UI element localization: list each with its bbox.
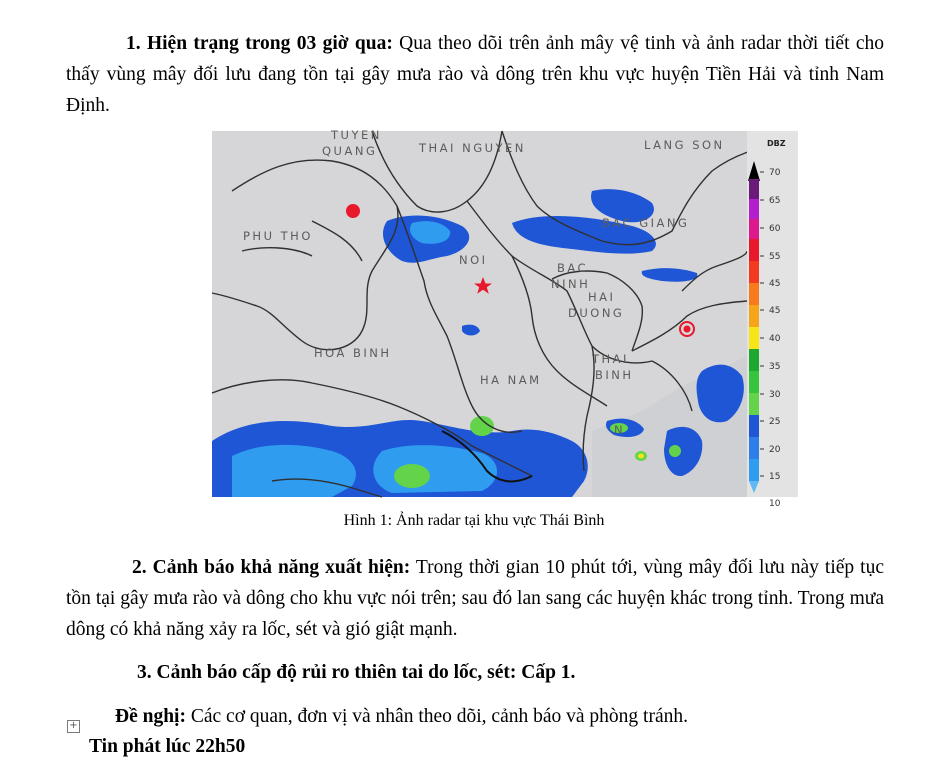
- warning-heading: 2. Cảnh báo khả năng xuất hiện:: [132, 557, 411, 578]
- label-lang-son: LANG SON: [644, 138, 725, 152]
- label-thai-nguyen: THAI NGUYEN: [419, 141, 526, 155]
- legend-tick-30: 30: [769, 390, 781, 400]
- legend-tick-70: 70: [769, 168, 781, 178]
- label-bac-giang: BAC GIANG: [602, 216, 690, 230]
- move-anchor-icon[interactable]: +: [67, 720, 80, 733]
- legend-tick-45a: 45: [769, 279, 781, 289]
- label-ha-nam: HA NAM: [480, 373, 542, 387]
- current-status-heading: 1. Hiện trạng trong 03 giờ qua:: [126, 33, 393, 54]
- recommendation-heading: Đề nghị:: [115, 706, 186, 727]
- recommendation-text: Các cơ quan, đơn vị và nhân theo dõi, cảnh báo và phòng tránh.: [185, 706, 688, 727]
- label-thai-binh-1: THAI: [592, 352, 629, 366]
- label-tuyen-quang-1: TUYEN: [331, 128, 382, 142]
- legend-tick-45b: 45: [769, 306, 781, 316]
- legend-tick-15: 15: [769, 472, 781, 482]
- rain-cell-south-inner-2: [373, 445, 497, 493]
- storm-marker-west: [346, 204, 360, 218]
- label-hoa-binh: HOA BINH: [314, 346, 392, 360]
- legend-unit: DBZ: [767, 139, 786, 148]
- radar-image: [212, 128, 798, 509]
- legend-tick-35: 35: [769, 362, 781, 372]
- yellow-core: [638, 454, 644, 459]
- legend-tick-55: 55: [769, 252, 781, 262]
- storm-marker-east-core: [684, 326, 691, 333]
- risk-level-line: 3. Cảnh báo cấp độ rủi ro thiên tai do lốc, sét: Cấp 1.: [137, 662, 576, 683]
- legend-tick-10: 10: [769, 499, 781, 509]
- legend-tick-40: 40: [769, 334, 781, 344]
- label-phu-tho: PHU THO: [243, 229, 313, 243]
- green-core-2: [394, 464, 430, 488]
- dbz-legend: [747, 131, 798, 509]
- recommendation-paragraph: [115, 701, 895, 732]
- legend-tick-60: 60: [769, 224, 781, 234]
- legend-tick-25: 25: [769, 417, 781, 427]
- warning-text: Trong thời gian 10 phút tới, vùng mây đối lưu này tiếp tục tồn tại gây mưa rào và dông cho khu vực nói trên; sau đó lan sang các huyện khác trong tỉnh. Trong mưa dông có khả năng xảy ra lốc, sét và gió giật mạnh.: [66, 557, 884, 640]
- label-bac-ninh-1: BAC: [557, 261, 589, 275]
- label-bac-ninh-2: NINH: [551, 277, 591, 291]
- issued-time: Tin phát lúc 22h50: [89, 736, 246, 757]
- current-status-paragraph: [66, 28, 884, 121]
- label-hai-duong-2: DUONG: [568, 306, 625, 320]
- label-nam-dinh: N: [614, 423, 626, 437]
- legend-tick-20: 20: [769, 445, 781, 455]
- green-core-4: [669, 445, 681, 457]
- label-tuyen-quang-2: QUANG: [322, 144, 378, 158]
- label-ha-noi: NOI: [459, 253, 488, 267]
- legend-color-bar: [748, 161, 760, 493]
- current-status-text: Qua theo dõi trên ảnh mây vệ tinh và ảnh radar thời tiết cho thấy vùng mây đối lưu đang tồn tại gây mưa rào và dông trên khu vực huyện Tiền Hải và tỉnh Nam Định.: [66, 33, 884, 116]
- label-hai-duong-1: HAI: [588, 290, 616, 304]
- warning-paragraph: [66, 552, 884, 645]
- figure-caption: Hình 1: Ảnh radar tại khu vực Thái Bình: [343, 512, 605, 529]
- label-thai-binh-2: BINH: [595, 368, 634, 382]
- legend-tick-65: 65: [769, 196, 781, 206]
